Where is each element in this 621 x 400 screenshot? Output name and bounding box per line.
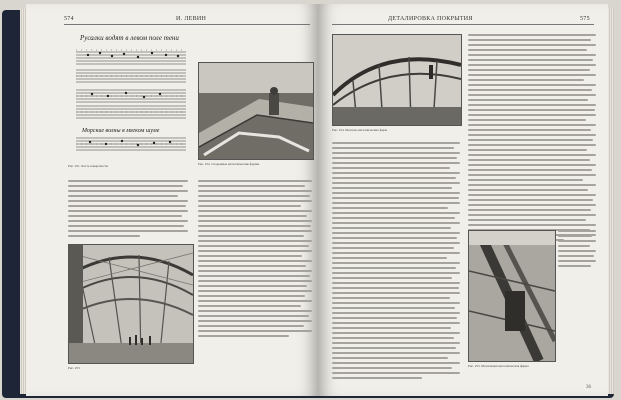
music-title-bottom: Морские волны в мягком шуме xyxy=(82,128,160,134)
music-title-top: Русалки водят в левом поле тени xyxy=(80,34,179,42)
music-score-figure xyxy=(68,44,188,162)
right-left-column-text xyxy=(332,142,460,382)
page-edges-right xyxy=(608,8,614,394)
right-page xyxy=(318,4,608,396)
truss-detail-caption: Рис. 255. Монтажная металлическая ферма xyxy=(468,364,529,368)
left-column-text xyxy=(68,180,188,240)
music-figure-caption: Рис. 251. Часть поверхности xyxy=(68,164,109,168)
truss-erection-caption: Рис. 254. Монтаж металлических ферм xyxy=(332,128,387,132)
left-page-right-column-text xyxy=(198,180,312,340)
left-page xyxy=(26,4,318,396)
truss-detail-photo xyxy=(468,230,556,362)
beside-photo-text xyxy=(558,230,596,270)
roof-truss-caption: Рис. 253 xyxy=(68,366,80,370)
right-page-number: 575 xyxy=(580,16,590,22)
left-page-number: 574 xyxy=(64,16,74,22)
right-running-head: ДЕТАЛИРОВКА ПОКРЫТИЯ xyxy=(388,16,473,22)
roof-truss-photo xyxy=(68,244,194,364)
right-right-column-text xyxy=(468,34,596,244)
truss-erection-photo xyxy=(332,34,462,126)
left-header-rule xyxy=(64,24,310,25)
right-folio: 36 xyxy=(586,385,591,390)
worker-roof-photo xyxy=(198,62,314,160)
right-header-rule xyxy=(332,24,594,25)
worker-photo-caption: Рис. 252. Спаренные металлические фермы xyxy=(198,162,260,166)
left-running-head: И. ЛЕВИН xyxy=(176,16,207,22)
